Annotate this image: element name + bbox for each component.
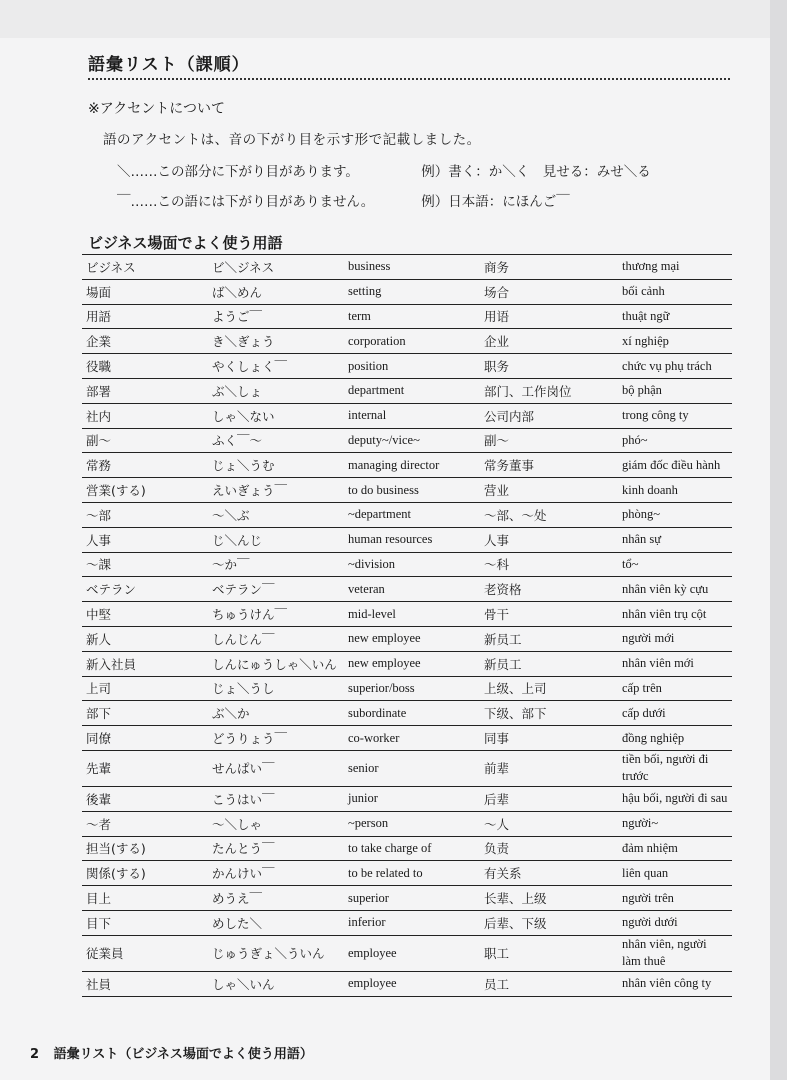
vocab-word: 後輩 bbox=[82, 786, 208, 811]
vocab-word: 担当(する) bbox=[82, 836, 208, 861]
vocab-reading: しんじん￣ bbox=[208, 626, 344, 651]
vocab-reading: かんけい￣ bbox=[208, 861, 344, 886]
vocab-chinese: 场合 bbox=[480, 279, 618, 304]
table-row bbox=[82, 886, 732, 911]
vocab-reading: しゃ＼いん bbox=[208, 971, 344, 996]
vocab-english: business bbox=[344, 255, 480, 280]
vocab-reading: じょ＼うむ bbox=[208, 453, 344, 478]
vocab-vietnamese: thương mại bbox=[618, 255, 732, 280]
vocab-english: deputy~/vice~ bbox=[344, 428, 480, 453]
vocab-reading: やくしょく￣ bbox=[208, 354, 344, 379]
vocab-word: ～課 bbox=[82, 552, 208, 577]
vocab-word: 人事 bbox=[82, 527, 208, 552]
vocab-english: veteran bbox=[344, 577, 480, 602]
vocab-reading: こうはい￣ bbox=[208, 786, 344, 811]
vocab-english: new employee bbox=[344, 651, 480, 676]
vocab-reading: ふく￣～ bbox=[208, 428, 344, 453]
vocab-reading: ようご￣ bbox=[208, 304, 344, 329]
accent-example: 例）日本語：にほんご￣ bbox=[421, 194, 570, 210]
vocab-word: 営業(する) bbox=[82, 478, 208, 503]
vocab-english: employee bbox=[344, 971, 480, 996]
vocab-chinese: 老资格 bbox=[480, 577, 618, 602]
vocab-chinese: 副～ bbox=[480, 428, 618, 453]
vocab-english: ~department bbox=[344, 502, 480, 527]
vocab-chinese: 职务 bbox=[480, 354, 618, 379]
vocab-vietnamese: tiền bối, người đi trước bbox=[618, 750, 732, 786]
table-row bbox=[82, 861, 732, 886]
vocab-vietnamese: cấp trên bbox=[618, 676, 732, 701]
table-row bbox=[82, 378, 732, 403]
vocab-word: 部署 bbox=[82, 378, 208, 403]
vocab-english: managing director bbox=[344, 453, 480, 478]
vocab-reading: しゃ＼ない bbox=[208, 403, 344, 428]
table-row bbox=[82, 577, 732, 602]
table-row bbox=[82, 502, 732, 527]
vocab-chinese: 职工 bbox=[480, 935, 618, 971]
vocab-reading: どうりょう￣ bbox=[208, 726, 344, 751]
vocab-reading: ～か￣ bbox=[208, 552, 344, 577]
section-title: 語彙リスト（課順） bbox=[88, 55, 250, 75]
vocab-vietnamese: giám đốc điều hành bbox=[618, 453, 732, 478]
vocab-word: 部下 bbox=[82, 701, 208, 726]
table-row bbox=[82, 329, 732, 354]
vocab-chinese: 人事 bbox=[480, 527, 618, 552]
vocab-reading: じゅうぎょ＼ういん bbox=[208, 935, 344, 971]
vocab-english: inferior bbox=[344, 910, 480, 935]
vocab-reading: き＼ぎょう bbox=[208, 329, 344, 354]
title-dotted-rule bbox=[88, 78, 730, 80]
vocab-vietnamese: người~ bbox=[618, 811, 732, 836]
accent-example: 例）書く：か＼く 見せる：みせ＼る bbox=[421, 164, 651, 180]
vocab-english: human resources bbox=[344, 527, 480, 552]
vocab-vietnamese: người trên bbox=[618, 886, 732, 911]
vocab-english: to do business bbox=[344, 478, 480, 503]
vocab-vietnamese: nhân viên, người làm thuê bbox=[618, 935, 732, 971]
vocab-reading: しんにゅうしゃ＼いん bbox=[208, 651, 344, 676]
vocab-vietnamese: người mới bbox=[618, 626, 732, 651]
table-row bbox=[82, 676, 732, 701]
vocab-vietnamese: liên quan bbox=[618, 861, 732, 886]
accent-rule-row bbox=[117, 160, 651, 180]
vocab-english: term bbox=[344, 304, 480, 329]
vocab-chinese: 后辈 bbox=[480, 786, 618, 811]
vocab-chinese: 负责 bbox=[480, 836, 618, 861]
vocab-chinese: 商务 bbox=[480, 255, 618, 280]
vocab-chinese: 上级、上司 bbox=[480, 676, 618, 701]
vocab-chinese: 用语 bbox=[480, 304, 618, 329]
table-row bbox=[82, 527, 732, 552]
vocab-chinese: ～部、～处 bbox=[480, 502, 618, 527]
table-row bbox=[82, 255, 732, 280]
vocab-chinese: 员工 bbox=[480, 971, 618, 996]
vocab-english: ~person bbox=[344, 811, 480, 836]
vocab-vietnamese: bối cảnh bbox=[618, 279, 732, 304]
vocab-heading: ビジネス場面でよく使う用語 bbox=[88, 234, 283, 252]
table-row bbox=[82, 971, 732, 996]
vocab-word: 社員 bbox=[82, 971, 208, 996]
vocab-word: 目下 bbox=[82, 910, 208, 935]
vocab-vietnamese: kinh doanh bbox=[618, 478, 732, 503]
vocab-english: superior/boss bbox=[344, 676, 480, 701]
vocab-vietnamese: thuật ngữ bbox=[618, 304, 732, 329]
accent-rule-text: ＼……この部分に下がり目があります。 bbox=[117, 164, 359, 180]
table-row bbox=[82, 935, 732, 971]
vocab-chinese: 前辈 bbox=[480, 750, 618, 786]
table-row bbox=[82, 726, 732, 751]
vocab-word: ～者 bbox=[82, 811, 208, 836]
vocab-chinese: 长辈、上级 bbox=[480, 886, 618, 911]
vocab-vietnamese: nhân viên trụ cột bbox=[618, 602, 732, 627]
vocab-word: 企業 bbox=[82, 329, 208, 354]
vocab-english: to be related to bbox=[344, 861, 480, 886]
vocab-vietnamese: trong công ty bbox=[618, 403, 732, 428]
vocab-english: to take charge of bbox=[344, 836, 480, 861]
vocab-vietnamese: phòng~ bbox=[618, 502, 732, 527]
table-row bbox=[82, 453, 732, 478]
vocab-chinese: 企业 bbox=[480, 329, 618, 354]
vocab-reading: ぶ＼か bbox=[208, 701, 344, 726]
vocab-reading: じょ＼うし bbox=[208, 676, 344, 701]
vocab-reading: ビ＼ジネス bbox=[208, 255, 344, 280]
vocab-word: 副～ bbox=[82, 428, 208, 453]
vocab-english: new employee bbox=[344, 626, 480, 651]
vocab-reading: ちゅうけん￣ bbox=[208, 602, 344, 627]
table-row bbox=[82, 279, 732, 304]
page-footer bbox=[30, 1043, 313, 1062]
vocab-chinese: ～人 bbox=[480, 811, 618, 836]
vocab-chinese: 下级、部下 bbox=[480, 701, 618, 726]
footer-text: 語彙リスト（ビジネス場面でよく使う用語） bbox=[53, 1047, 313, 1062]
vocab-chinese: 骨干 bbox=[480, 602, 618, 627]
vocab-english: junior bbox=[344, 786, 480, 811]
vocab-word: 常務 bbox=[82, 453, 208, 478]
vocab-vietnamese: chức vụ phụ trách bbox=[618, 354, 732, 379]
table-row bbox=[82, 478, 732, 503]
vocab-word: 新人 bbox=[82, 626, 208, 651]
vocab-word: 社内 bbox=[82, 403, 208, 428]
vocab-vietnamese: nhân viên công ty bbox=[618, 971, 732, 996]
table-row bbox=[82, 836, 732, 861]
vocab-reading: めうえ￣ bbox=[208, 886, 344, 911]
vocab-word: 先輩 bbox=[82, 750, 208, 786]
table-row bbox=[82, 786, 732, 811]
accent-heading: ※アクセントについて bbox=[88, 101, 226, 117]
vocab-reading: ベテラン￣ bbox=[208, 577, 344, 602]
vocab-vietnamese: hậu bối, người đi sau bbox=[618, 786, 732, 811]
vocab-english: senior bbox=[344, 750, 480, 786]
table-row bbox=[82, 354, 732, 379]
vocab-word: 上司 bbox=[82, 676, 208, 701]
table-row bbox=[82, 626, 732, 651]
vocab-reading: ～＼ぶ bbox=[208, 502, 344, 527]
vocab-chinese: 常务董事 bbox=[480, 453, 618, 478]
vocab-english: superior bbox=[344, 886, 480, 911]
accent-rule-text: ￣……この語には下がり目がありません。 bbox=[117, 194, 375, 210]
table-row bbox=[82, 304, 732, 329]
vocab-chinese: 新员工 bbox=[480, 626, 618, 651]
vocab-chinese: 部门、工作岗位 bbox=[480, 378, 618, 403]
vocab-reading: ぶ＼しょ bbox=[208, 378, 344, 403]
vocab-english: employee bbox=[344, 935, 480, 971]
table-row bbox=[82, 750, 732, 786]
vocab-chinese: 新员工 bbox=[480, 651, 618, 676]
vocab-word: 役職 bbox=[82, 354, 208, 379]
vocab-english: position bbox=[344, 354, 480, 379]
vocab-word: 関係(する) bbox=[82, 861, 208, 886]
vocab-english: setting bbox=[344, 279, 480, 304]
vocab-word: ベテラン bbox=[82, 577, 208, 602]
vocab-chinese: 营业 bbox=[480, 478, 618, 503]
vocab-reading: じ＼んじ bbox=[208, 527, 344, 552]
table-row bbox=[82, 811, 732, 836]
vocab-word: 場面 bbox=[82, 279, 208, 304]
vocab-reading: ば＼めん bbox=[208, 279, 344, 304]
page-number: 2 bbox=[30, 1047, 40, 1062]
vocab-chinese: 同事 bbox=[480, 726, 618, 751]
vocab-english: co-worker bbox=[344, 726, 480, 751]
vocab-vietnamese: xí nghiệp bbox=[618, 329, 732, 354]
vocab-word: 中堅 bbox=[82, 602, 208, 627]
vocab-english: internal bbox=[344, 403, 480, 428]
vocab-vietnamese: nhân sự bbox=[618, 527, 732, 552]
accent-intro: 語のアクセントは、音の下がり目を示す形で記載しました。 bbox=[103, 132, 481, 148]
vocab-english: ~division bbox=[344, 552, 480, 577]
vocab-reading: めした＼ bbox=[208, 910, 344, 935]
vocab-chinese: ～科 bbox=[480, 552, 618, 577]
vocab-word: ビジネス bbox=[82, 255, 208, 280]
vocab-chinese: 有关系 bbox=[480, 861, 618, 886]
vocab-vietnamese: bộ phận bbox=[618, 378, 732, 403]
vocab-english: department bbox=[344, 378, 480, 403]
vocab-vietnamese: tổ~ bbox=[618, 552, 732, 577]
table-row bbox=[82, 403, 732, 428]
page-header-band bbox=[0, 0, 770, 38]
vocab-vietnamese: cấp dưới bbox=[618, 701, 732, 726]
vocab-vietnamese: nhân viên mới bbox=[618, 651, 732, 676]
vocab-chinese: 后辈、下级 bbox=[480, 910, 618, 935]
vocab-word: 目上 bbox=[82, 886, 208, 911]
vocab-word: ～部 bbox=[82, 502, 208, 527]
vocab-vietnamese: nhân viên kỳ cựu bbox=[618, 577, 732, 602]
vocab-reading: せんぱい￣ bbox=[208, 750, 344, 786]
table-row bbox=[82, 552, 732, 577]
vocab-vietnamese: đảm nhiệm bbox=[618, 836, 732, 861]
vocab-word: 従業員 bbox=[82, 935, 208, 971]
vocab-reading: えいぎょう￣ bbox=[208, 478, 344, 503]
vocab-table bbox=[82, 254, 732, 997]
vocab-english: subordinate bbox=[344, 701, 480, 726]
vocab-vietnamese: người dưới bbox=[618, 910, 732, 935]
vocab-vietnamese: phó~ bbox=[618, 428, 732, 453]
vocab-reading: たんとう￣ bbox=[208, 836, 344, 861]
accent-rule-row bbox=[117, 190, 570, 210]
table-row bbox=[82, 428, 732, 453]
vocab-word: 新入社員 bbox=[82, 651, 208, 676]
table-row bbox=[82, 910, 732, 935]
vocab-english: mid-level bbox=[344, 602, 480, 627]
vocab-word: 用語 bbox=[82, 304, 208, 329]
vocab-english: corporation bbox=[344, 329, 480, 354]
vocab-word: 同僚 bbox=[82, 726, 208, 751]
vocab-vietnamese: đồng nghiệp bbox=[618, 726, 732, 751]
table-row bbox=[82, 602, 732, 627]
table-row bbox=[82, 701, 732, 726]
table-row bbox=[82, 651, 732, 676]
vocab-chinese: 公司内部 bbox=[480, 403, 618, 428]
vocab-reading: ～＼しゃ bbox=[208, 811, 344, 836]
